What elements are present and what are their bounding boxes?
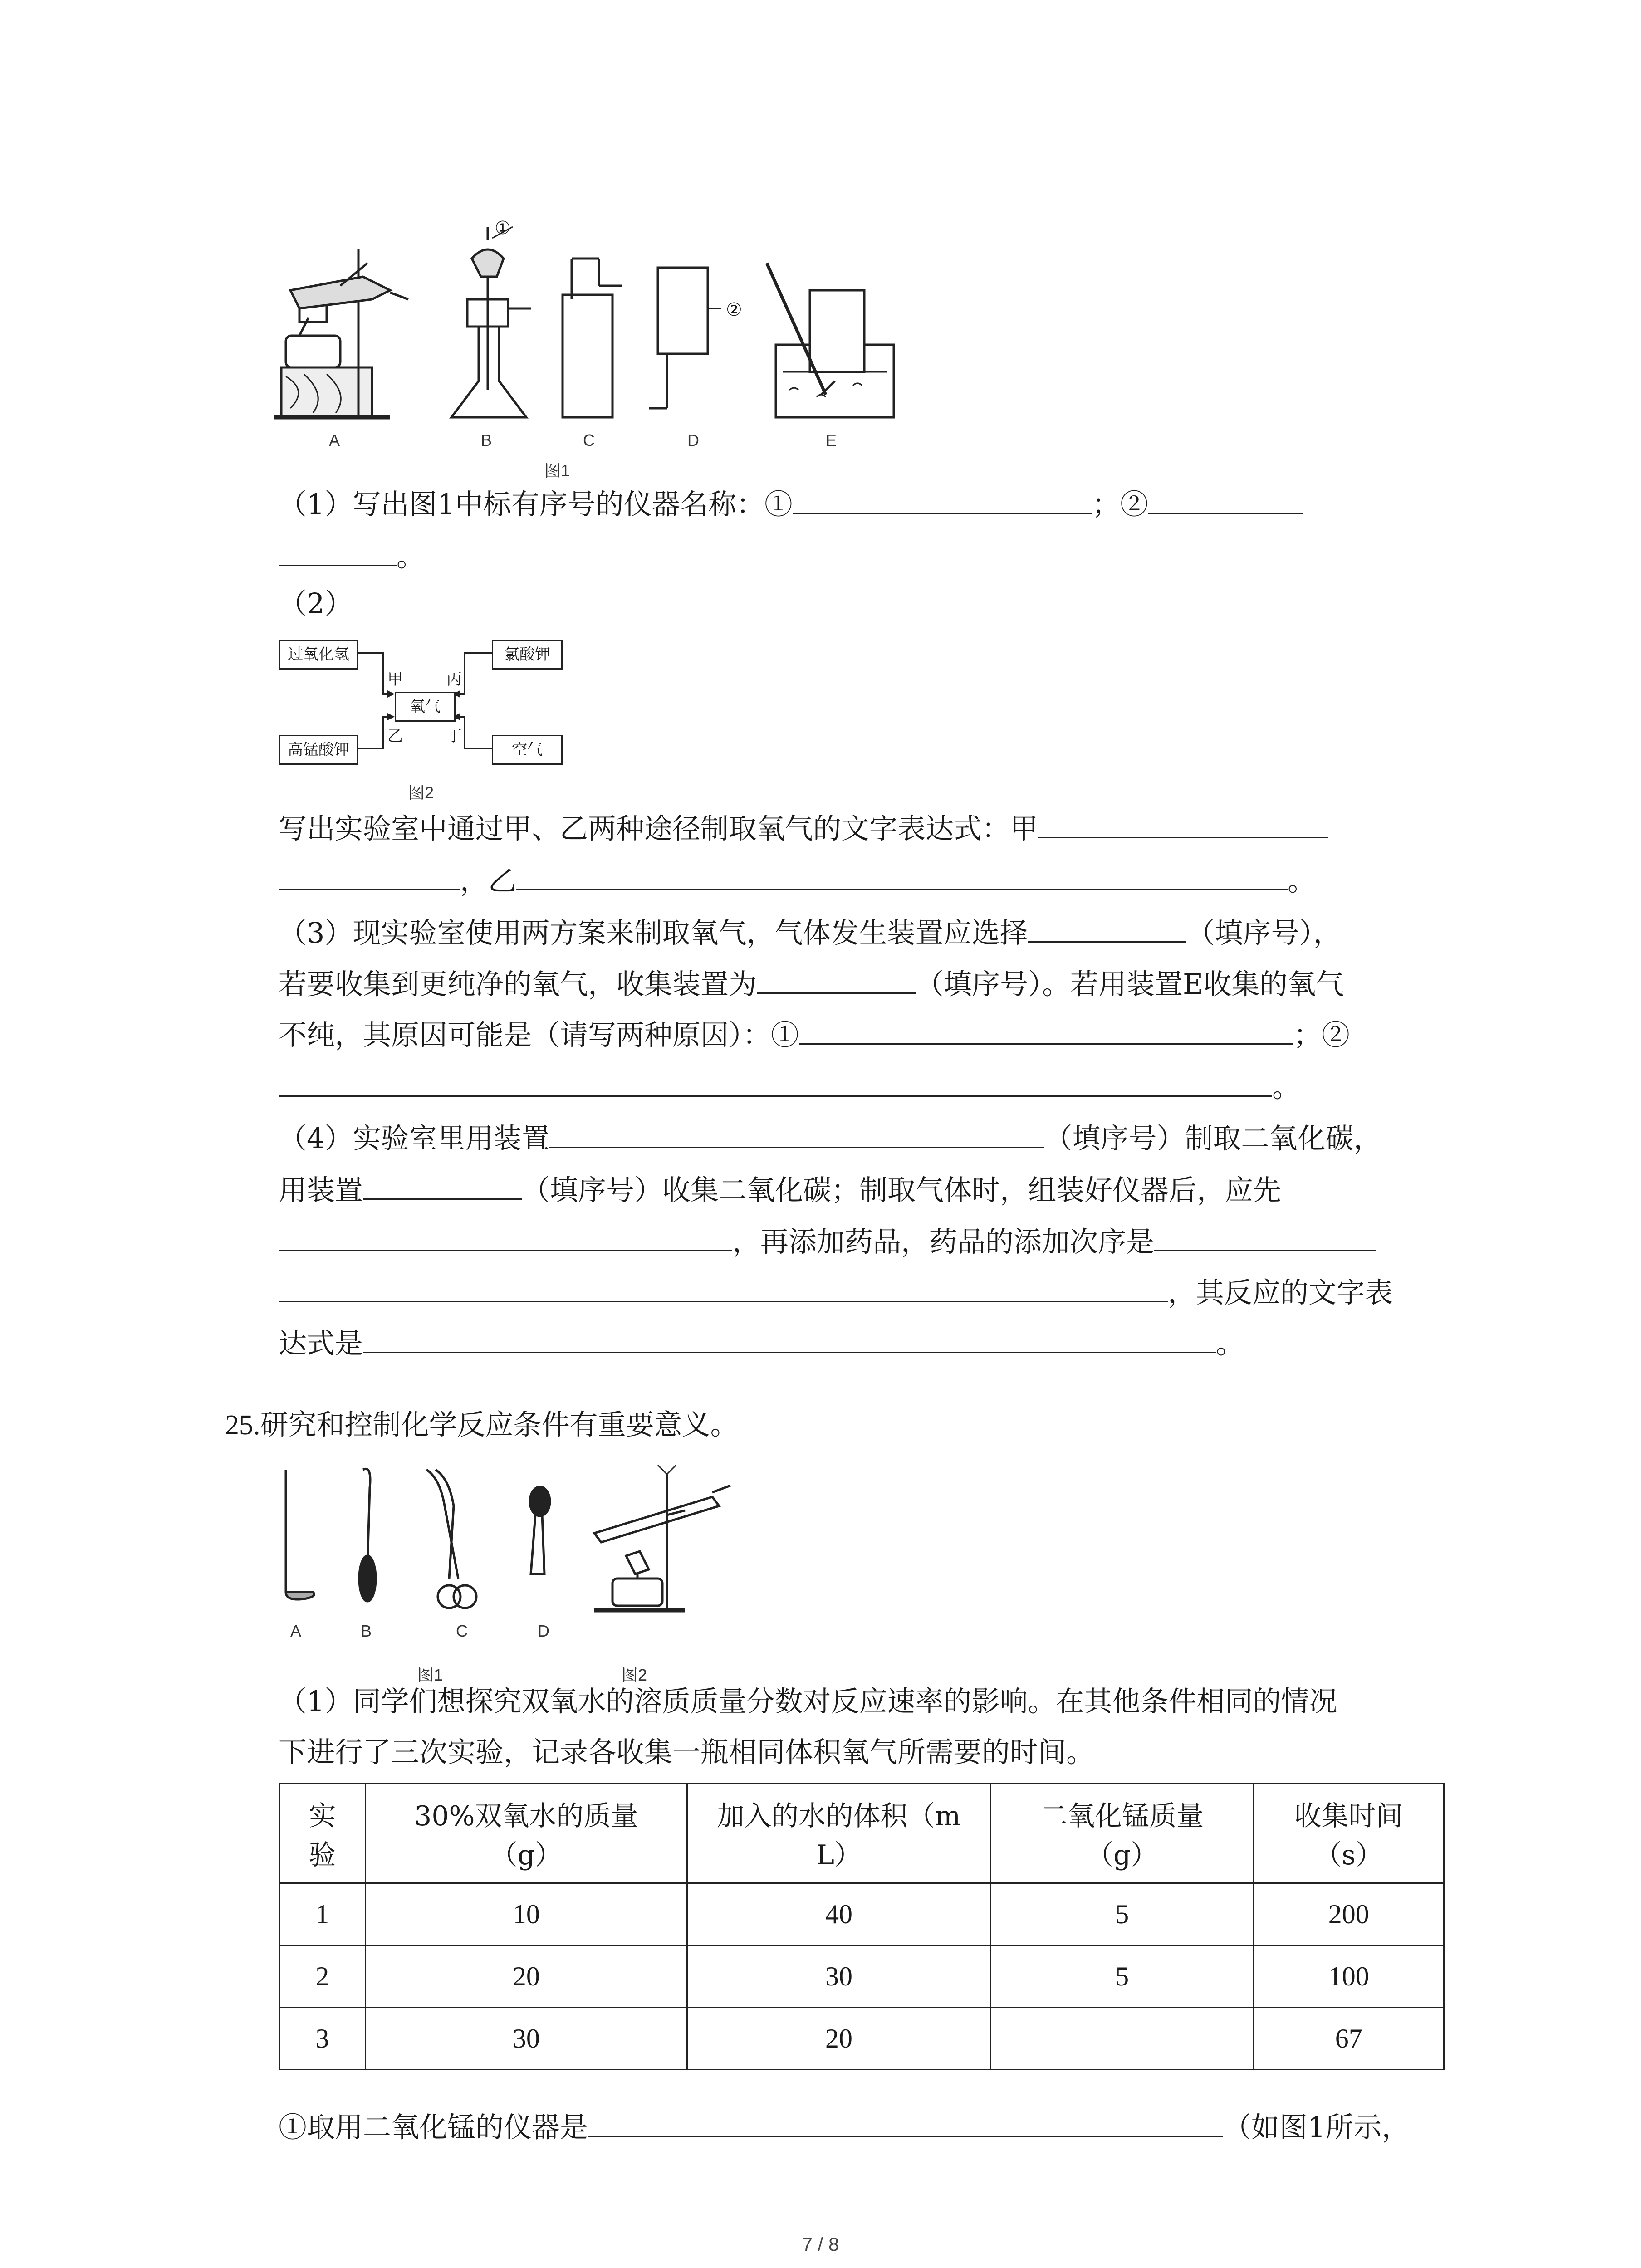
table-cell: 2 <box>279 1945 366 2008</box>
q24-part3-line3 <box>279 1018 1350 1051</box>
q24-part2-line2 <box>279 866 1316 895</box>
q24-p3-text-f: ；② <box>1293 1018 1350 1051</box>
table-cell: 30 <box>687 1945 990 2008</box>
q24-part2-line1 <box>279 814 1328 843</box>
table-cell: 5 <box>991 1945 1254 2008</box>
q24-p3-text-e: 不纯，其原因可能是（请写两种原因）：① <box>279 1018 799 1051</box>
q24-p4-blank-col[interactable] <box>363 1176 522 1200</box>
table-cell: 100 <box>1254 1945 1444 2008</box>
q25-p1-line1: （1）同学们想探究双氧水的溶质质量分数对反应速率的影响。在其他条件相同的情况 <box>279 1685 1337 1718</box>
q24-part3-line1 <box>279 916 1342 949</box>
q24-part4-line1 <box>279 1124 1381 1153</box>
q24-p1-blank-2b[interactable] <box>279 542 397 566</box>
q24-p2-blank-jia[interactable] <box>1038 814 1328 838</box>
table-cell: 20 <box>687 2008 990 2070</box>
table-row <box>279 2008 1444 2070</box>
table-row <box>279 1883 1444 1945</box>
page-footer: 7 / 8 <box>802 2234 839 2255</box>
q24-p1-text-c: 。 <box>397 540 425 573</box>
header-water-l2: L） <box>816 1839 862 1871</box>
q24-part4-line3 <box>279 1227 1376 1256</box>
table-cell: 1 <box>279 1883 366 1945</box>
header-h2o2-l2: （g） <box>490 1839 563 1871</box>
label-d: D <box>687 431 699 450</box>
box-h2o2: 过氧化氢 <box>279 640 358 670</box>
q24-p4-blank-order-b[interactable] <box>279 1278 1168 1302</box>
header-trial <box>279 1784 366 1883</box>
q24-p4-blank-check[interactable] <box>279 1227 732 1251</box>
q24-part1-line2 <box>279 542 425 571</box>
q24-p3-text-a: （3）现实验室使用两方案来制取氧气，气体发生装置应选择 <box>279 916 1028 949</box>
q24-p3-blank-r1[interactable] <box>799 1021 1293 1045</box>
box-kclo3: 氯酸钾 <box>492 640 563 670</box>
q24-p4-text-b: （填序号）制取二氧化碳， <box>1044 1122 1382 1155</box>
table-cell: 200 <box>1254 1883 1444 1945</box>
box-oxygen: 氧气 <box>395 692 456 722</box>
q24-p3-text-g: 。 <box>1272 1070 1301 1104</box>
q24-p2-text-c: 。 <box>1288 864 1316 897</box>
header-water-volume <box>687 1784 990 1883</box>
q24-p3-blank-gen[interactable] <box>1028 919 1186 943</box>
figure-2-caption: 图2 <box>408 783 434 802</box>
apparatus-drawing <box>272 218 916 431</box>
header-mno2-l1: 二氧化锰质量 <box>1040 1800 1204 1832</box>
q24-p4-text-c: 用装置 <box>279 1173 363 1207</box>
header-h2o2-mass <box>365 1784 687 1883</box>
box-kmno4: 高锰酸钾 <box>279 735 358 765</box>
header-collect-time <box>1254 1784 1444 1883</box>
q25-p1-line2: 下进行了三次实验，记录各收集一瓶相同体积氧气所需要的时间。 <box>279 1735 1095 1769</box>
q25-q1-text-b: （如图1所示， <box>1223 2111 1410 2144</box>
label-e: E <box>826 431 837 450</box>
q24-p2-text-a: 写出实验室中通过甲、乙两种途径制取氧气的文字表达式：甲 <box>279 812 1038 845</box>
q24-p4-text-g: 达式是 <box>279 1327 363 1360</box>
header-h2o2-l1: 30%双氧水的质量 <box>414 1800 638 1832</box>
header-mno2-mass <box>991 1784 1254 1883</box>
table-cell: 20 <box>365 1945 687 2008</box>
q25-figures <box>277 1461 749 1656</box>
q24-p4-text-f: ，其反应的文字表 <box>1168 1276 1393 1309</box>
q25-q1-line <box>279 2111 1410 2144</box>
q25-q1-blank[interactable] <box>588 2113 1223 2137</box>
q25-apparatus-drawing <box>277 1461 749 1624</box>
q24-p4-blank-gen[interactable] <box>549 1124 1044 1148</box>
q24-part3-line2 <box>279 968 1344 1001</box>
q25-label-c: C <box>456 1622 468 1640</box>
q24-part3-line4 <box>279 1070 1301 1104</box>
table-cell: 67 <box>1254 2008 1444 2070</box>
q25-label-a: A <box>290 1622 302 1640</box>
q25-fig2-caption: 图2 <box>622 1666 647 1684</box>
table-cell: 10 <box>365 1883 687 1945</box>
q24-p4-text-h: 。 <box>1216 1327 1244 1360</box>
q24-part4-line5 <box>279 1329 1244 1358</box>
header-water-l1: 加入的水的体积（m <box>717 1800 961 1832</box>
q24-p4-text-d: （填序号）收集二氧化碳；制取气体时，组装好仪器后，应先 <box>522 1173 1282 1207</box>
q24-part2-label: （2） <box>279 587 353 620</box>
q24-p4-blank-order[interactable] <box>1154 1227 1376 1251</box>
q24-part4-line2 <box>279 1173 1282 1207</box>
header-trial-l1: 实 <box>309 1800 336 1832</box>
header-time-l1: 收集时间 <box>1294 1800 1403 1832</box>
route-jia: 甲 <box>387 670 403 689</box>
table-cell: 40 <box>687 1883 990 1945</box>
q25-stem: 研究和控制化学反应条件有重要意义。 <box>260 1408 739 1441</box>
route-bing: 丙 <box>446 670 462 689</box>
q24-p3-blank-r2[interactable] <box>279 1073 1272 1097</box>
q24-p1-blank-1[interactable] <box>793 490 1092 514</box>
table-row <box>279 1945 1444 2008</box>
table-cell: 5 <box>991 1883 1254 1945</box>
q25-fig1-caption: 图1 <box>417 1666 443 1684</box>
q24-part4-line4 <box>279 1278 1393 1307</box>
q24-p3-text-d: （填序号）。若用装置E收集的氧气 <box>916 968 1344 1001</box>
header-trial-l2: 验 <box>309 1839 336 1871</box>
q24-p2-text-b: ，乙 <box>460 864 517 897</box>
route-yi: 乙 <box>387 727 403 745</box>
label-b: B <box>481 431 492 450</box>
q24-p3-text-c: 若要收集到更纯净的氧气，收集装置为 <box>279 968 757 1001</box>
figure-2-diagram <box>279 626 569 771</box>
q25-label-d: D <box>538 1622 549 1640</box>
route-ding: 丁 <box>446 727 462 745</box>
header-time-l2: （s） <box>1314 1839 1383 1871</box>
q24-p1-text-a: （1）写出图1中标有序号的仪器名称：① <box>279 488 793 521</box>
box-air: 空气 <box>492 735 563 765</box>
mark-2: ② <box>726 299 742 320</box>
q24-p1-text-b: ；② <box>1092 488 1148 521</box>
mark-1: ① <box>495 218 511 239</box>
experiment-table <box>279 1783 1445 2070</box>
figure-1-caption: 图1 <box>544 461 570 480</box>
q24-p2-blank-yi[interactable] <box>516 866 1288 890</box>
header-mno2-l2: （g） <box>1086 1839 1158 1871</box>
q25-stem-line <box>225 1408 739 1441</box>
q24-p4-blank-eq[interactable] <box>363 1329 1216 1353</box>
q24-p3-blank-col[interactable] <box>757 970 916 994</box>
q25-q1-text-a: ①取用二氧化锰的仪器是 <box>279 2111 588 2144</box>
q25-number: 25. <box>225 1410 260 1441</box>
q24-p2-blank-jia-b[interactable] <box>279 866 460 890</box>
q24-p4-text-e: ，再添加药品，药品的添加次序是 <box>732 1225 1155 1258</box>
q24-p4-text-a: （4）实验室里用装置 <box>279 1122 550 1155</box>
table-cell: 3 <box>279 2008 366 2070</box>
q25-label-b: B <box>361 1622 372 1640</box>
label-a: A <box>329 431 340 450</box>
q24-part1-line1 <box>279 488 1303 521</box>
q24-p3-text-b: （填序号）， <box>1186 916 1342 949</box>
table-cell: 30 <box>365 2008 687 2070</box>
label-c: C <box>583 431 595 450</box>
q24-p1-blank-2[interactable] <box>1148 490 1303 514</box>
table-cell-empty[interactable] <box>991 2008 1254 2070</box>
table-header-row <box>279 1784 1444 1883</box>
figure-1-apparatus <box>272 218 916 472</box>
